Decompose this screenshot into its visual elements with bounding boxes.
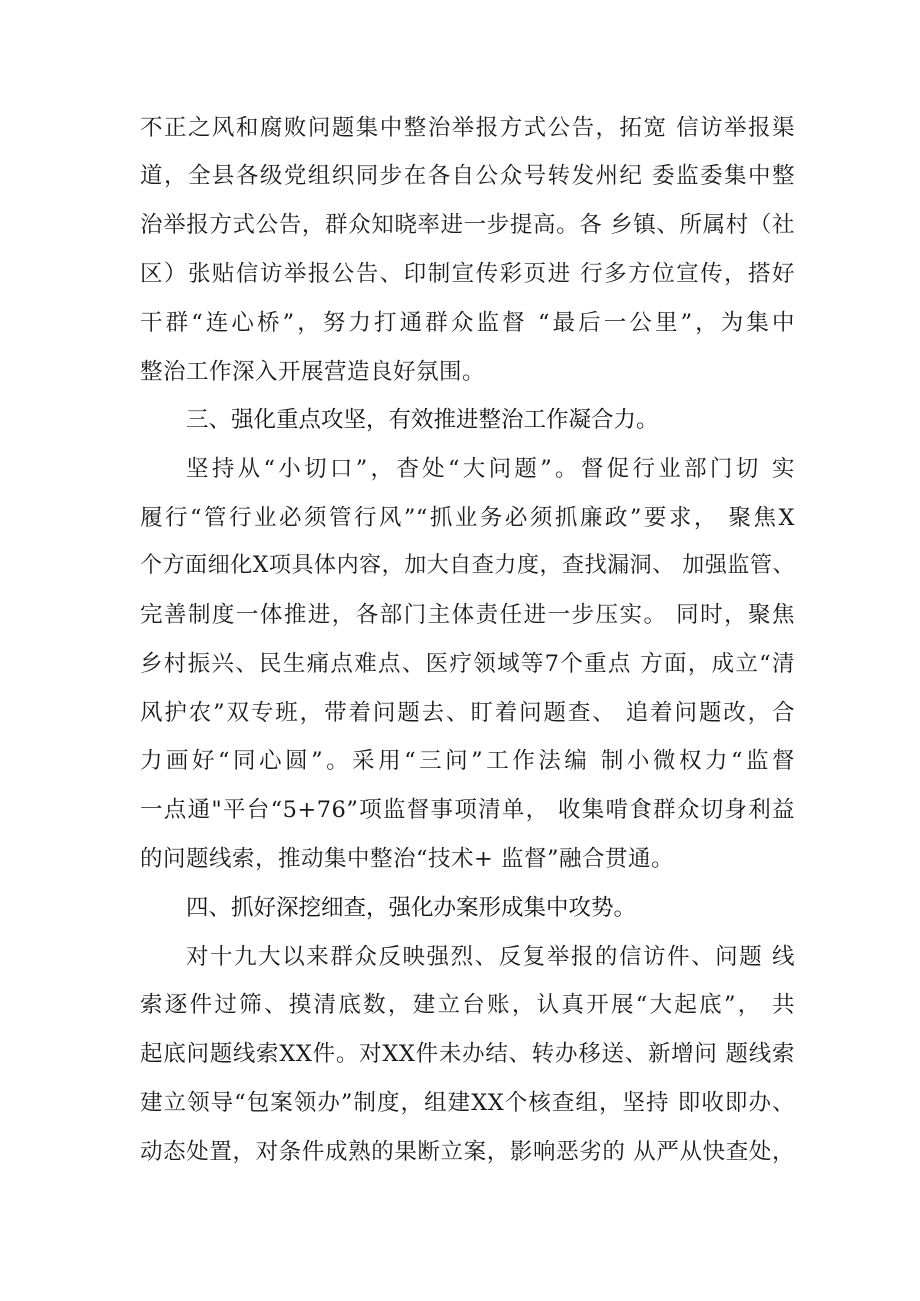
section-heading: 三、强化重点攻坚，有效推进整治工作凝合力。	[186, 407, 659, 433]
paragraph-line: 力画好“同心圆”。采用“三问”工作法编 制小微权力“监督	[140, 748, 795, 774]
paragraph-line: 的问题线索，推动集中整治“技术+ 监督”融合贯通。	[140, 846, 675, 872]
paragraph-line: 整治工作深入开展营造良好氛围。	[140, 359, 486, 385]
paragraph-line: 乡村振兴、民生痛点难点、医疗领域等7个重点 方面，成立“清	[140, 651, 795, 677]
paragraph-line: 对十九大以来群众反映强烈、反复举报的信访件、问题 线	[186, 944, 795, 970]
paragraph-line: 区）张贴信访举报公告、印制宣传彩页进 行多方位宣传，搭好	[140, 261, 795, 287]
section-heading: 四、抓好深挖细查，强化办案形成集中攻势。	[186, 895, 637, 921]
paragraph-line: 起底问题线索XX件。对XX件未办结、转办移送、新增问 题线索	[140, 1041, 795, 1067]
paragraph-line: 履行“管行业必须管行风”“抓业务必须抓廉政”要求， 聚焦X	[140, 505, 795, 531]
paragraph-line: 风护农”双专班，带着问题去、盯着问题查、 追着问题改，合	[140, 700, 795, 726]
paragraph-line: 道，全县各级党组织同步在各自公众号转发州纪 委监委集中整	[140, 163, 795, 189]
paragraph-line: 动态处置，对条件成熟的果断立案，影响恶劣的 从严从快查处，	[140, 1139, 795, 1165]
paragraph-line: 完善制度一体推进，各部门主体责任进一步压实。 同时，聚焦	[140, 602, 795, 628]
paragraph-line: 一点通"平台“5+76”项监督事项清单， 收集啃食群众切身利益	[140, 797, 795, 823]
paragraph-line: 索逐件过筛、摸清底数，建立台账，认真开展“大起底”， 共	[140, 992, 795, 1018]
paragraph-line: 不正之风和腐败问题集中整治举报方式公告，拓宽 信访举报渠	[140, 115, 795, 141]
paragraph-line: 治举报方式公告，群众知晓率进一步提高。各 乡镇、所属村（社	[140, 212, 795, 238]
paragraph-line: 坚持从“小切口”，杳处“大问题”。督促行业部门切 实	[186, 456, 795, 482]
paragraph-line: 建立领导“包案领办”制度，组建XX个核查组，坚持 即收即办、	[140, 1090, 795, 1116]
paragraph-line: 个方面细化X项具体内容，加大自查力度，查找漏洞、 加强监管、	[140, 553, 795, 578]
paragraph-line: 干群“连心桥”，努力打通群众监督 “最后一公里”，为集中	[140, 310, 795, 336]
